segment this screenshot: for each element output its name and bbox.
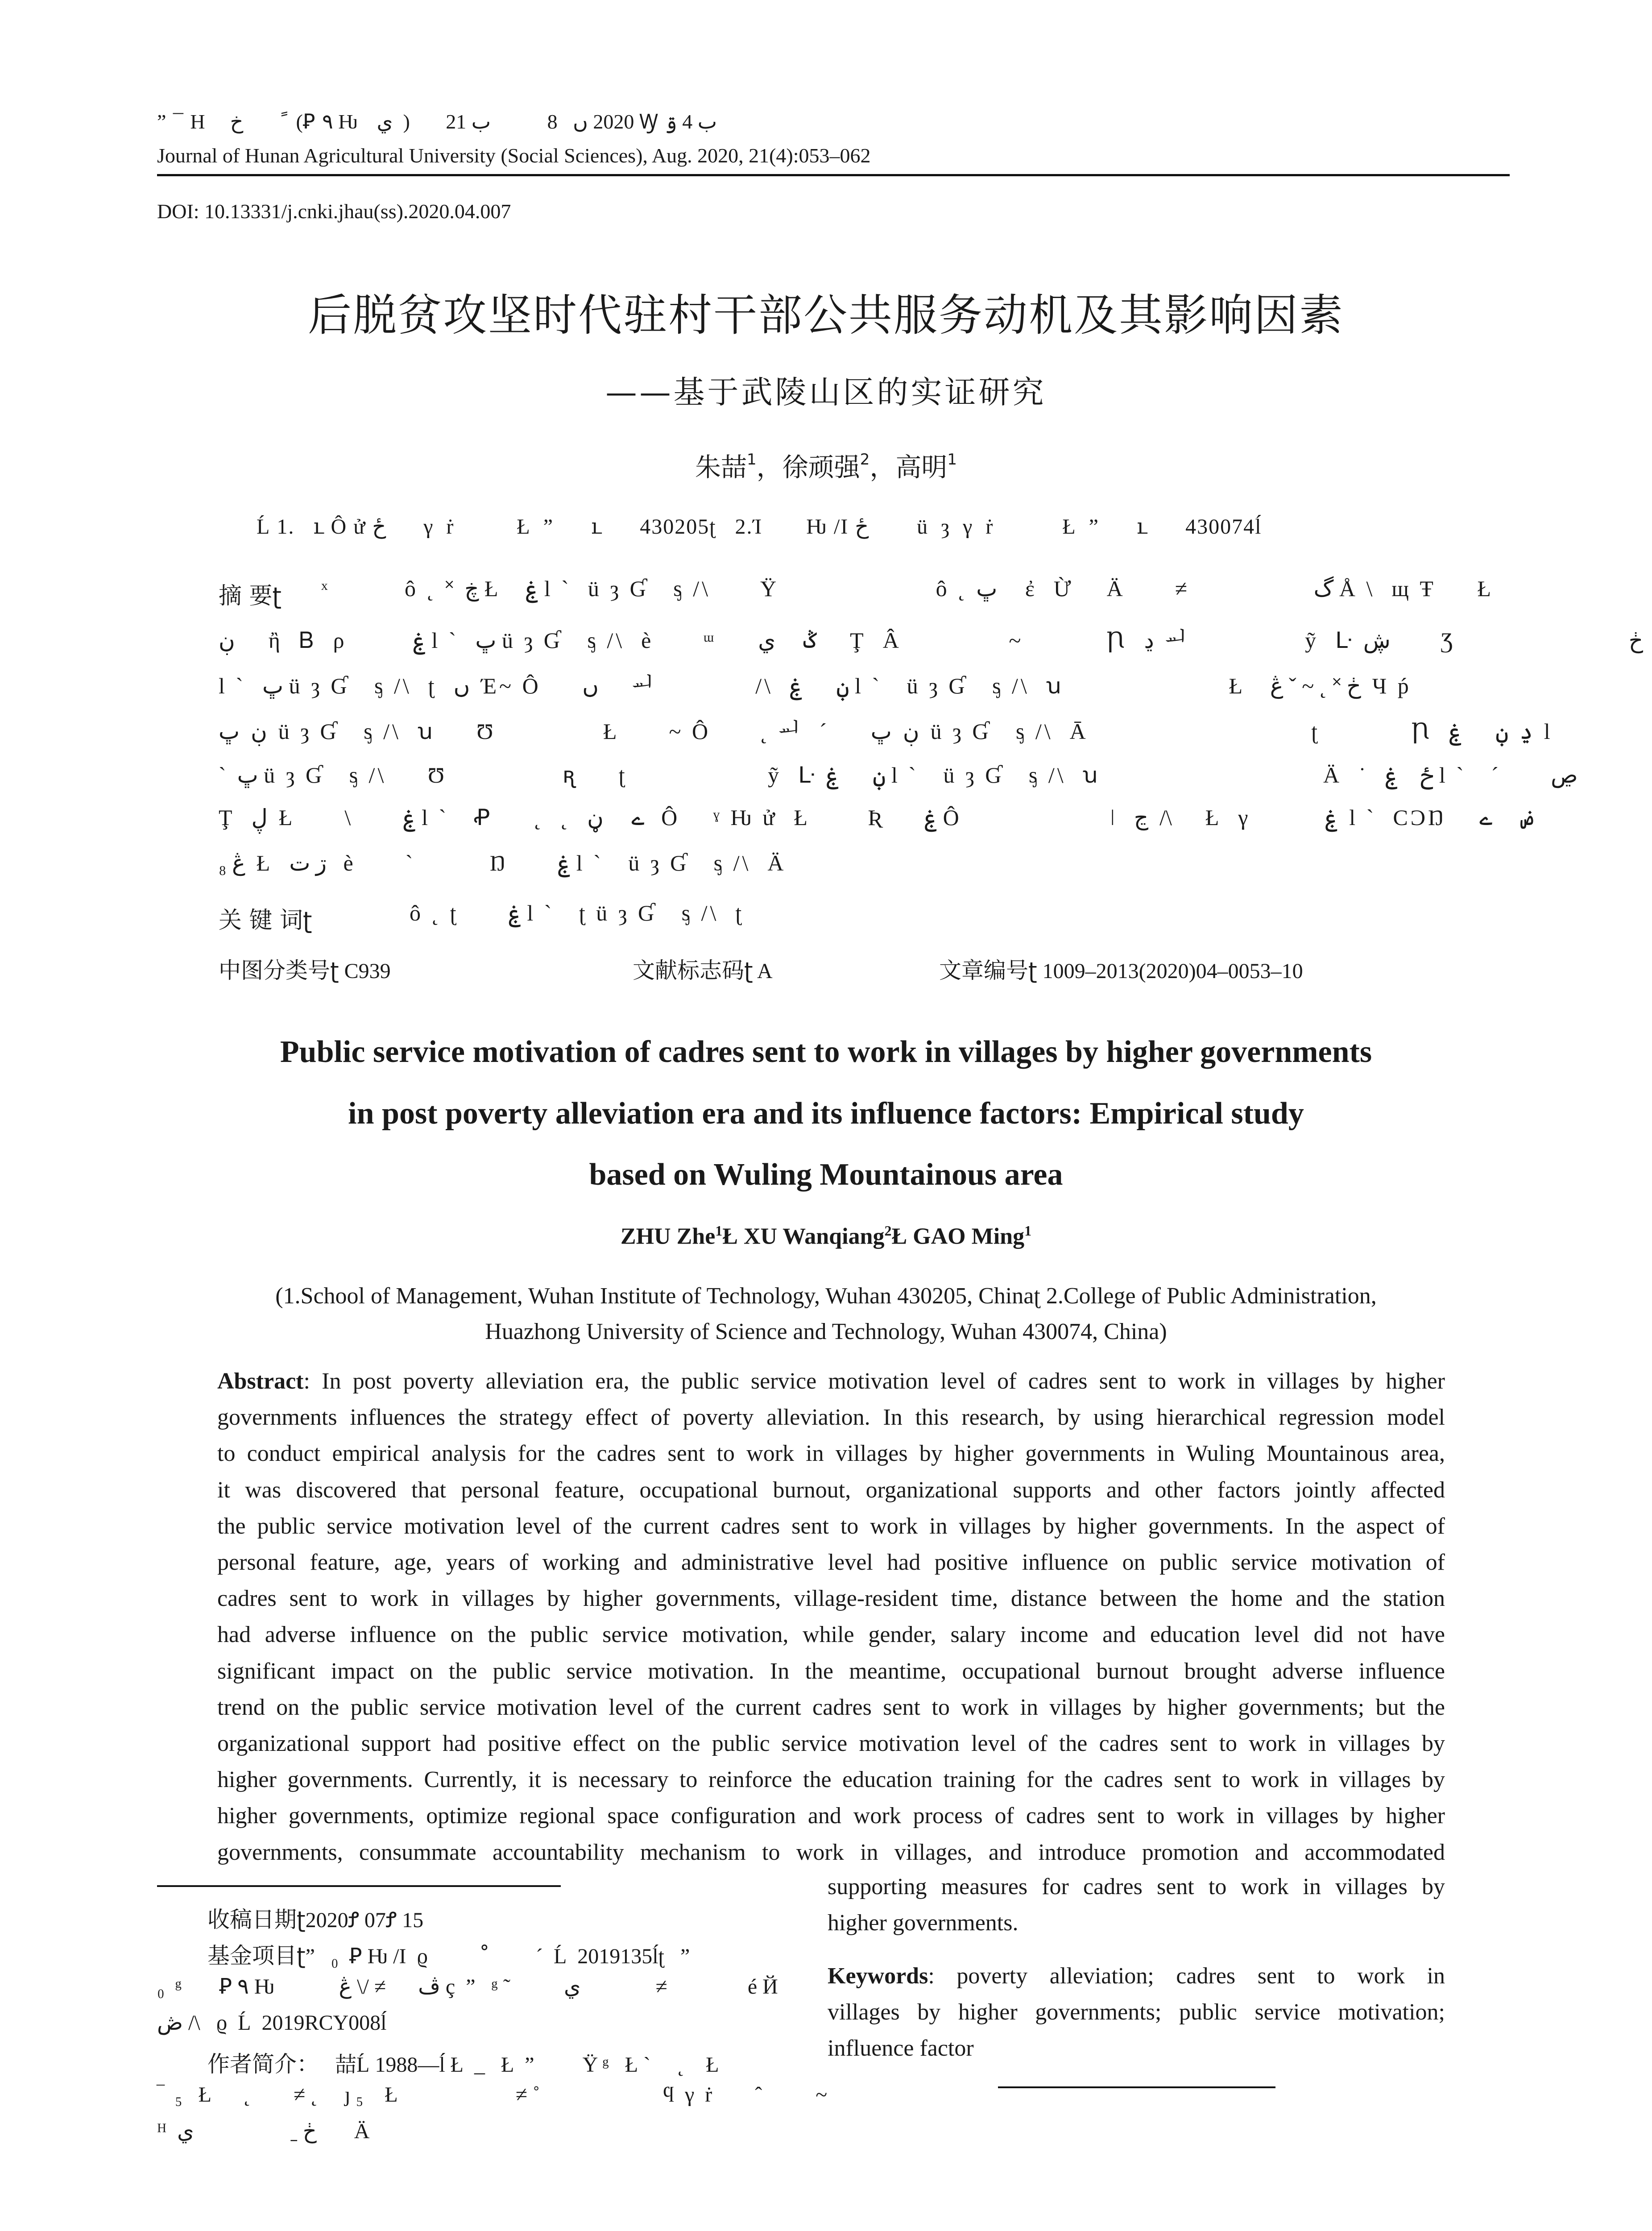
affiliation-cn: Ĺ 1. ւ Ô ử ځ γ ṙ Ł ” ւ 430205ʈ 2.Ί Ƕ /Ι ځ ü ȝ γ ṙ Ł ” ւ 430074ĺ	[257, 515, 1262, 539]
clc-value: C939	[344, 959, 391, 983]
abstract-cn-line: l ˋ ڀ ü ȝ Ɠ ᶊ /\ ʈ ں Έ~ Ô ں ᆈ /\ ڹ ۼ l ˋ ü ȝ Ɠ ᶊ /\ ꭒ Ł ڂ ˟ ˛ ~ ˇ ڠ Ч ṕ	[219, 673, 1412, 698]
affiliation-en-line: (1.School of Management, Wuhan Institute of Technology, Wuhan 430205, Chinaʈ 2.College of Public Administration,	[275, 1283, 1377, 1309]
author-en-2: XU Wanqiang	[743, 1223, 885, 1249]
title-en-line: Public service motivation of cadres sent to work in villages by higher governments	[280, 1035, 1372, 1069]
abstract-en-line: Abstract: In post poverty alleviation era, the public service motivation level of cadres sent to work in villages by higher	[217, 1368, 1445, 1394]
author-bio-label: 作者简介：	[207, 2051, 319, 2077]
abstract-cn-line: ڠ ₈ Ł ڗ ت è ` Ŋ ۼ l ˋ ü ȝ Ɠ ᶊ /\ Ä	[219, 850, 787, 875]
author-en-2-sup: 2	[884, 1223, 892, 1239]
authors-en	[0, 1223, 1652, 1249]
abstract-en-line: personal feature, age, years of working and administrative level had positive influence on public service motivation of	[217, 1550, 1445, 1576]
author-cn-2-sup: 2	[860, 450, 870, 469]
author-bio-line: ᴴ ڂ ˍ ي Ä	[157, 2119, 370, 2143]
abstract-en-line: higher governments, optimize regional space configuration and work process of cadres sent to work in villages by higher	[217, 1803, 1445, 1829]
abstract-en-label: Abstract	[217, 1368, 304, 1394]
keywords-cn-text: ô ˛ ʈ ۼ l ˋ ʈ ü ȝ Ɠ ᶊ /\ ʈ	[344, 900, 745, 925]
author-en-3: GAO Ming	[913, 1223, 1025, 1249]
author-en-1: ZHU Zhe	[620, 1223, 716, 1249]
subtitle-cn: ——基于武陵山区的实证研究	[605, 374, 1047, 411]
abstract-en-line: organizational support had positive effect on the public service motivation level of the cadres sent to work in villages by	[217, 1731, 1445, 1757]
author-cn-1-sup: 1	[747, 450, 757, 469]
fund-line: 基金项目ʈ” ₀ Ꝑ Ƕ /Ι ϱ ْ ˊ Ĺ 2019135ĺʈ ”	[207, 1943, 690, 1969]
authors-cn: 朱喆$^1$，徐顽强$^2$，高明$^1$	[695, 450, 957, 482]
keywords-en-label: Keywords	[828, 1963, 928, 1989]
doc-code-value: A	[757, 959, 773, 983]
keywords-cn-label: 关 键 词ʈ	[219, 907, 312, 934]
abstract-en	[217, 1363, 1445, 1870]
abstract-en-line: the public service motivation level of the current cadres sent to work in villages by higher governments. In the aspect of	[217, 1513, 1445, 1539]
abstract-en-line: governments, consummate accountability mechanism to work in villages, and introduce promotion and accommodated	[217, 1839, 1445, 1865]
article-no-label: 文章编号ʈ	[939, 958, 1037, 983]
abstract-en-line: higher governments. Currently, it is necessary to reinforce the education training for the cadres sent to work in villages by	[217, 1767, 1445, 1793]
abstract-en-line: to conduct empirical analysis for the cadres sent to work in villages by higher governments in Wuling Mountainous area,	[217, 1441, 1445, 1467]
author-bio-line: ‾ ₅ Ł ˛ ≠ ˛ ȷ ₅ Ł ≠ ˚ ϥ γ ṙ ˆ ~	[157, 2083, 828, 2107]
abstract-en-line: it was discovered that personal feature, occupational burnout, organizational supports and other factors jointly affected	[217, 1477, 1445, 1503]
clc-label: 中图分类号ʈ	[219, 958, 339, 983]
abstract-cn-line: ڹ ڀ ü ȝ Ɠ ᶊ /\ ꭒ Ʊ Ł ~ Ô ˛ ᆈ ˊ ڹ ڀ ü ȝ Ɠ ᶊ /\ Ā ʈ Ꞃ ڍ ڹ ۼ l	[219, 719, 1553, 744]
abstract-en-line: governments influences the strategy effect of poverty alleviation. In this research, by using hierarchical regression model	[217, 1405, 1445, 1431]
author-cn-1: 朱喆	[695, 452, 747, 482]
abstract-cn-line: ˣ ô ˛ ˟ ڿ Ł ۼ l ˋ ü ȝ Ɠ ᶊ /\ Ÿ ô ˛ ڀ ἐ Ừ Ä ≠ گ Å \ щ Ŧ Ł	[321, 576, 1494, 601]
author-en-3-sup: 1	[1024, 1223, 1032, 1239]
article-no-value: 1009–2013(2020)04–0053–10	[1042, 959, 1303, 983]
keywords-en-line: influence factor	[828, 2036, 974, 2061]
keywords-en	[828, 1958, 1445, 2067]
fund-line: ₀ ᵍ Ꝑ ٩ Ƕ ڤ ≠ /\ ڠ ç ” ᵍ ˜ ي ≠ é Й	[157, 1975, 778, 1999]
author-bio-line: 作者简介： 喆Ĺ 1988—ĺ Ł _ Ł ” Ϋ ᵍ Ł ` ˛ Ł	[207, 2051, 719, 2077]
author-cn-2: 徐顽强	[782, 452, 860, 482]
affiliation-en-line: Huazhong University of Science and Technology, Wuhan 430074, China)	[485, 1319, 1167, 1344]
abstract-cn-line: ˋ ڀ ü ȝ Ɠ ᶊ /\ Ʊ ꭆ ʈ ỹ ᒷ ڹ ۼ l ˋ ü ȝ Ɠ ᶊ /\ ꭒ Ä ˙ ځ ۼ l ˋ ˊ ڝ	[219, 763, 1578, 788]
abstract-en-line: supporting measures for cadres sent to work in villages by	[828, 1874, 1445, 1899]
abstract-en-line: significant impact on the public service motivation. In the meantime, occupational burnout brought adverse influence	[217, 1658, 1445, 1684]
header-rule	[157, 174, 1510, 176]
keywords-en-line: Keywords: poverty alleviation; cadres sent to work in	[828, 1963, 1445, 1989]
abstract-en-line: cadres sent to work in villages by higher governments, village-resident time, distance between the home and the station	[217, 1586, 1445, 1612]
abstract-end-rule	[998, 2086, 1275, 2088]
abstract-en-line: had adverse influence on the public service motivation, while gender, salary income and education level did not have	[217, 1622, 1445, 1648]
abstract-en-line: trend on the public service motivation level of the current cadres sent to work in villages by higher governments; but the	[217, 1694, 1445, 1720]
keywords-en-line: villages by higher governments; public service motivation;	[828, 1999, 1445, 2025]
fund-line: ڞ /\ ϱ Ĺ 2019RCY008ĺ	[157, 2011, 387, 2035]
author-en-1-sep: Ł	[722, 1223, 738, 1249]
doc-code-label: 文献标志码ʈ	[633, 958, 753, 983]
journal-header-cn: ” ¯ Η خ ً (Ꝑ ٩ Ƕ ي ) 2020 ں 8 ب 21 Ꝡ ب 4 ۊ	[157, 110, 717, 133]
author-cn-3-sup: 1	[947, 450, 957, 469]
received-date	[207, 1902, 423, 1934]
journal-header-en: Journal of Hunan Agricultural University (Social Sciences), Aug. 2020, 21(4):053–062	[157, 144, 871, 167]
article-number	[939, 953, 1303, 985]
received-value: 2020Ꝭ 07Ꝭ 15	[305, 1908, 424, 1932]
abstract-en-tail	[828, 1869, 1445, 1941]
fund-label: 基金项目ʈ	[207, 1943, 306, 1969]
received-label: 收稿日期ʈ	[207, 1907, 306, 1932]
abstract-cn-line: ڹ ἢ Ᏼ ρ ۼ l ˋ ڀ ü ȝ Ɠ ᶊ /\ è ᵚ ݣ ي Ţ Â ~ Ꞃ ڍ ᆈ ỹ ᒷ ڜ Ʒ ڂ	[219, 628, 1644, 653]
title-en-line: in post poverty alleviation era and its influence factors: Empirical study	[348, 1096, 1304, 1131]
footnote-rule	[157, 1885, 561, 1887]
abstract-en-line: higher governments.	[828, 1910, 1019, 1936]
author-en-1-sup: 1	[715, 1223, 723, 1239]
classification-line	[219, 953, 391, 985]
author-cn-3: 高明	[895, 452, 948, 482]
abstract-cn-label: 摘 要ʈ	[219, 583, 282, 610]
doi: DOI: 10.13331/j.cnki.jhau(ss).2020.04.007	[157, 200, 511, 223]
title-cn: 后脱贫攻坚时代驻村干部公共服务动机及其影响因素	[307, 290, 1344, 341]
title-en-line: based on Wuling Mountainous area	[589, 1157, 1063, 1192]
abstract-cn-line: Ţ ڸ Ł \ ۼ l ˋ Ꝓ ˛ ˛ ے ڼ Ô ˠ Ƕ ử Ł Ʀ ۼ Ô ǀ ڃ /\ Ł γ ۼ l ˋ ϹϽŊ ض ے	[219, 805, 1534, 830]
author-en-2-sep: Ł	[891, 1223, 907, 1249]
doc-code	[633, 953, 773, 985]
